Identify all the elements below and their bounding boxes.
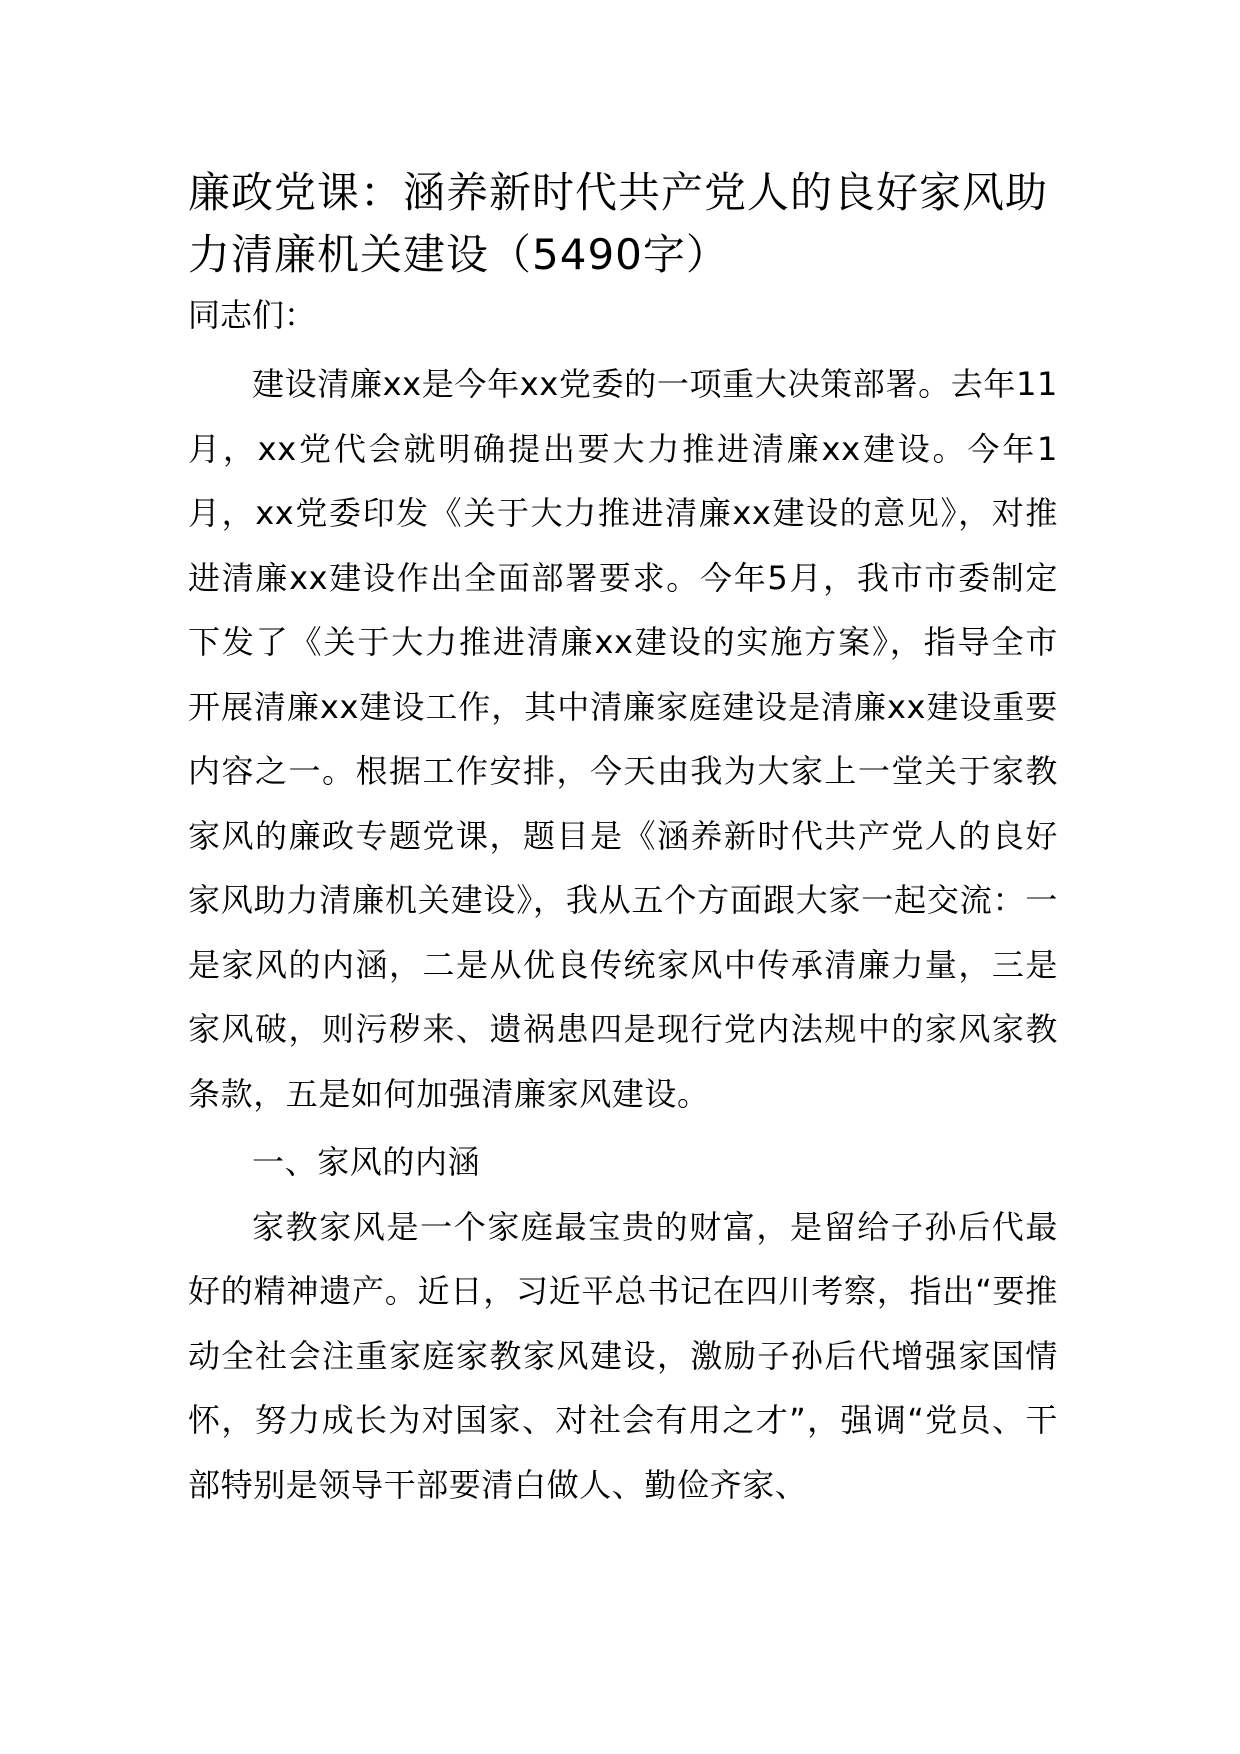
document-body xyxy=(188,162,1058,1517)
salutation: 同志们： xyxy=(188,296,317,334)
document-title: 廉政党课：涵养新时代共产党人的良好家风助力清廉机关建设（5490字） xyxy=(188,168,1049,279)
intro-paragraph: 建设清廉xx是今年xx党委的一项重大决策部署。去年11月，xx党代会就明确提出要大力推进清廉xx建设。今年1月，xx党委印发《关于大力推进清廉xx建设的意见》，对推进清廉xx建设作出全面部署要求。今年5月，我市市委制定下发了《关于大力推进清廉xx建设的实施方案》，指导全市开展清廉xx建设工作，其中清廉家庭建设是清廉xx建设重要内容之一。根据工作安排，今天由我为大家上一堂关于家教家风的廉政专题党课，题目是《涵养新时代共产党人的良好家风助力清廉机关建设》，我从五个方面跟大家一起交流：一是家风的内涵，二是从优良传统家风中传承清廉力量，三是家风破，则污秽来、遗祸患四是现行党内法规中的家风家教条款，五是如何加强清廉家风建设。 xyxy=(188,365,1058,1113)
section-paragraph: 家教家风是一个家庭最宝贵的财富，是留给子孙后代最好的精神遗产。近日，习近平总书记在四川考察，指出“要推动全社会注重家庭家教家风建设，激励子孙后代增强家国情怀，努力成长为对国家、对社会有用之才”，强调“党员、干部特别是领导干部要清白做人、勤俭齐家、 xyxy=(188,1207,1058,1504)
section-heading: 一、家风的内涵 xyxy=(252,1143,481,1181)
